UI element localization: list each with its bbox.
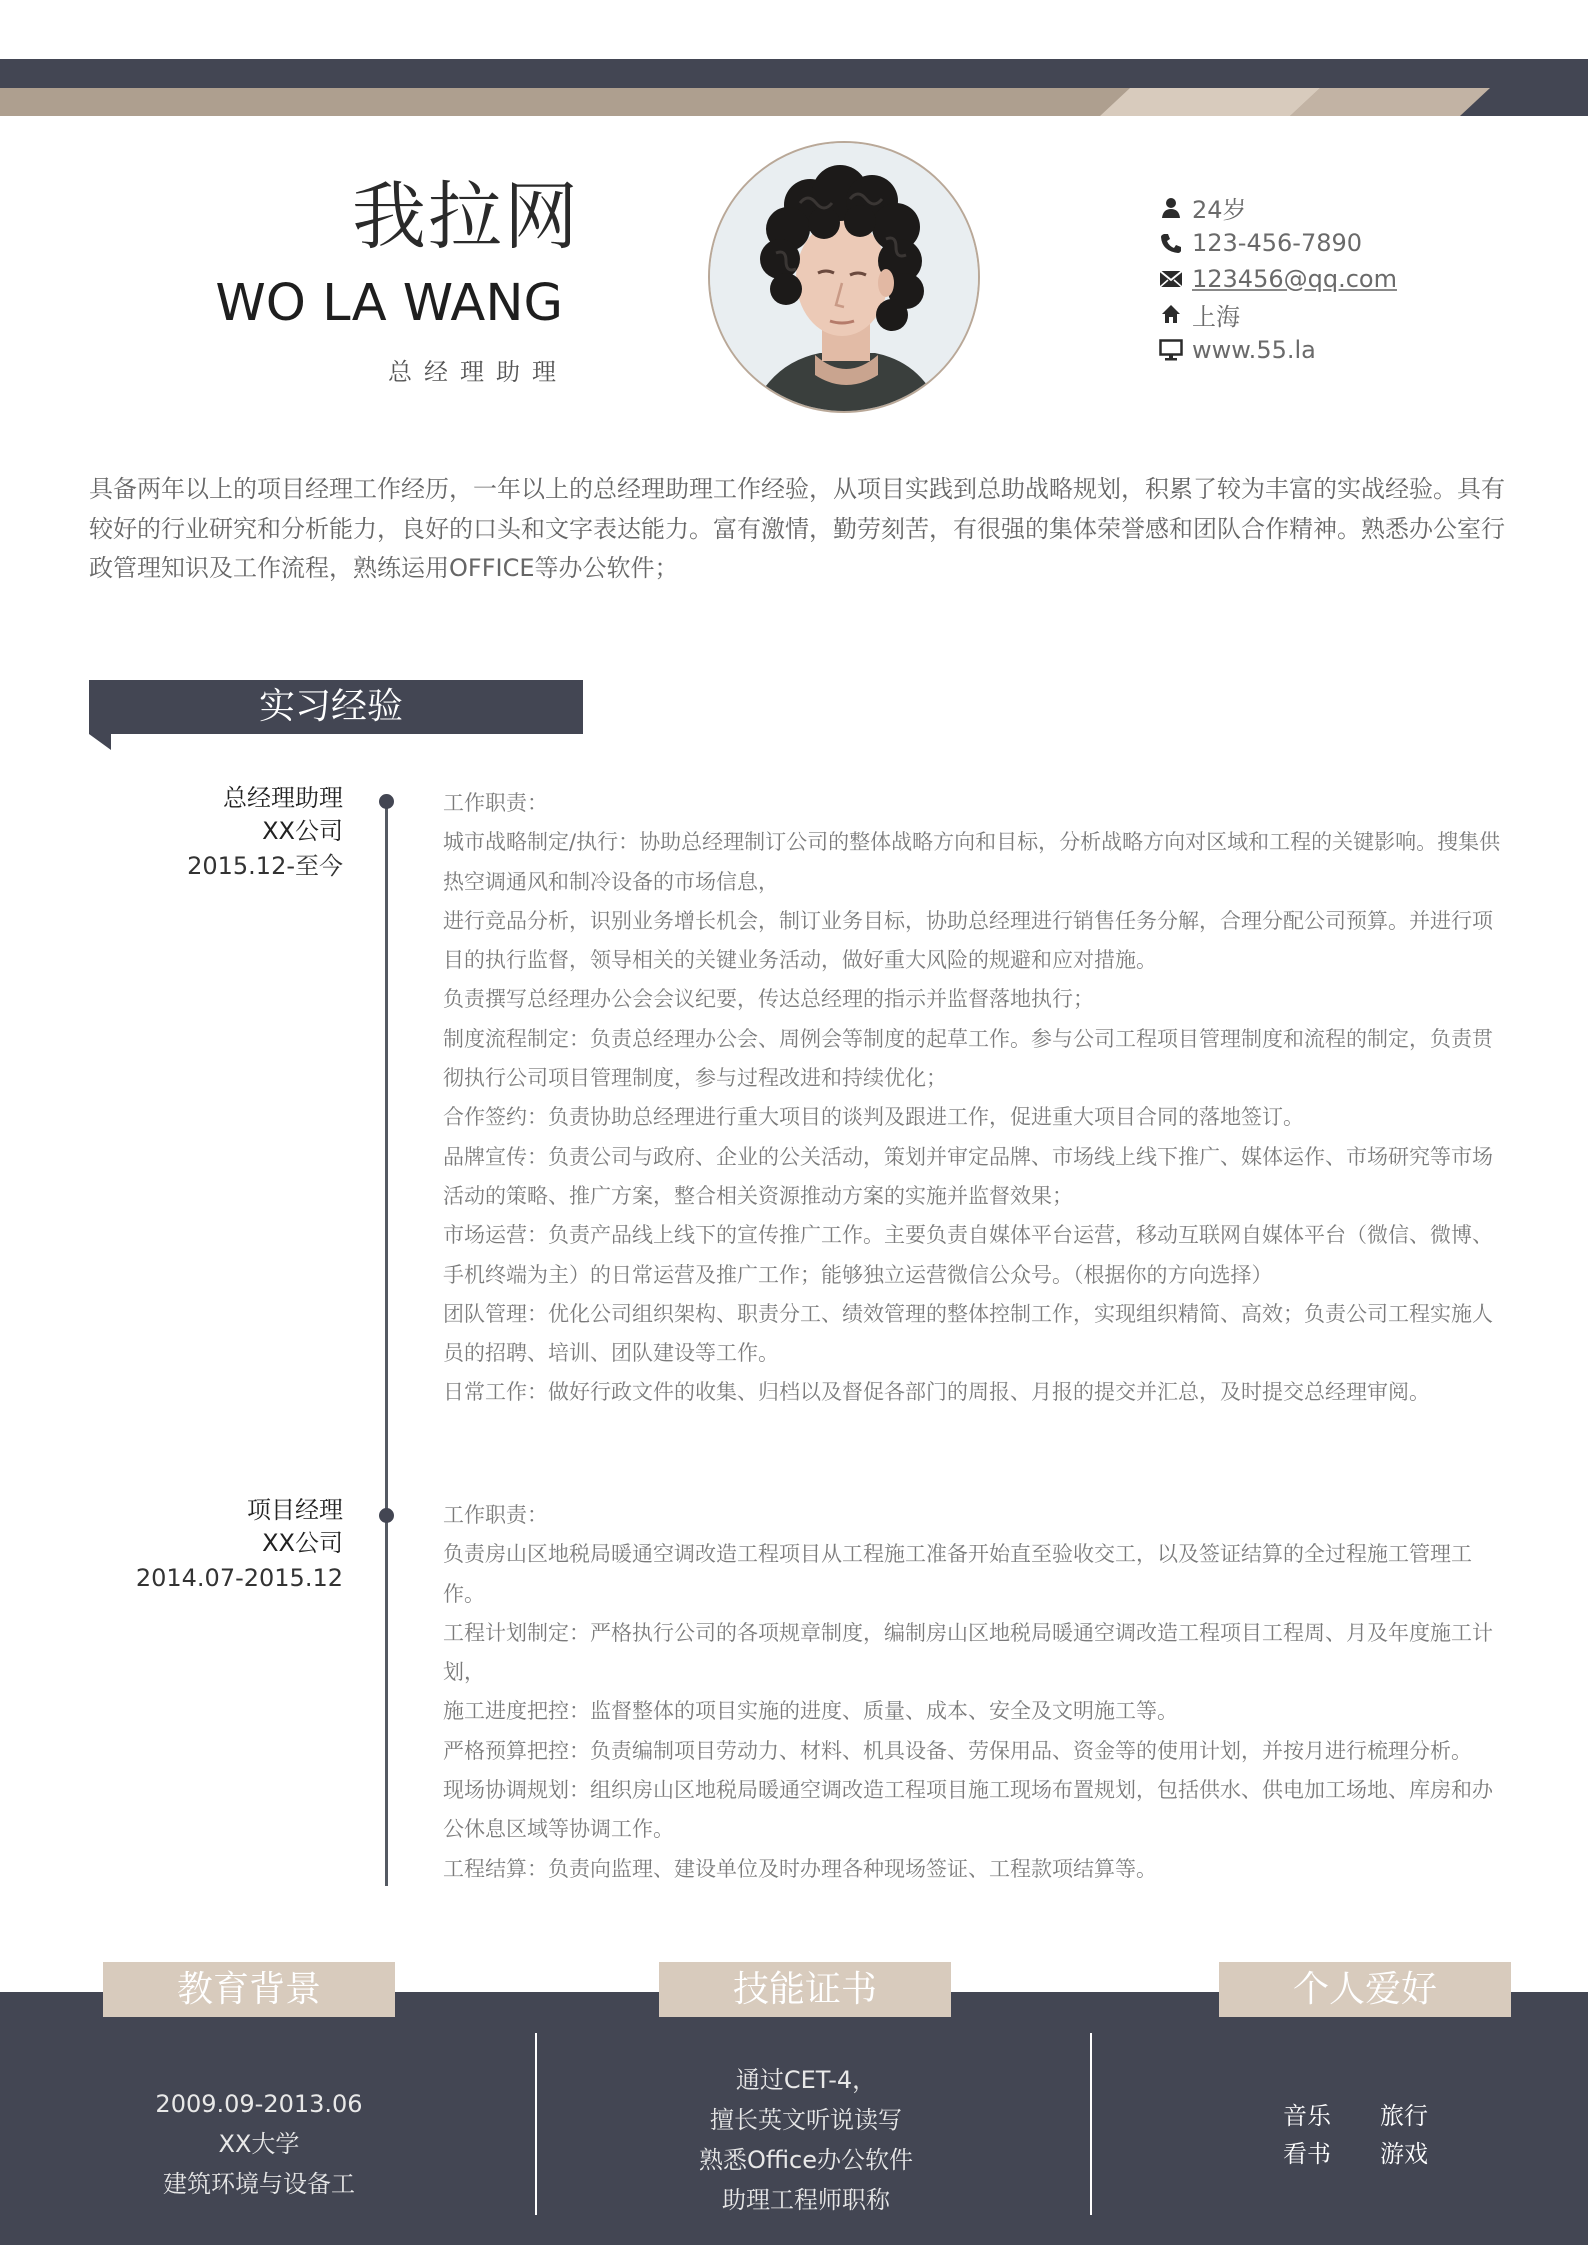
experience-description — [443, 784, 1509, 1413]
duty-line: 工程结算：负责向监理、建设单位及时办理各种现场签证、工程款项结算等。 — [443, 1856, 1157, 1881]
name-chinese: 我拉网 — [352, 174, 580, 260]
duty-line: 严格预算把控：负责编制项目劳动力、材料、机具设备、劳保用品、资金等的使用计划，并按月进行梳理分析。 — [443, 1738, 1472, 1763]
skills-list — [656, 2060, 956, 2220]
duty-line: 负责房山区地税局暖通空调改造工程项目从工程施工准备开始直至验收交工，以及签证结算的全过程施工管理工作。 — [443, 1542, 1472, 1606]
timeline-dot — [379, 794, 394, 809]
contact-list — [1158, 190, 1397, 368]
education-major: 建筑环境与设备工 — [163, 2170, 355, 2198]
education-details — [130, 2084, 388, 2204]
contact-age-text: 24岁 — [1192, 196, 1247, 225]
contact-website-text[interactable]: www.55.la — [1192, 335, 1316, 364]
experience-date: 2015.12-至今 — [187, 852, 343, 880]
contact-phone-text[interactable]: 123-456-7890 — [1192, 229, 1363, 258]
duty-line: 品牌宣传：负责公司与政府、企业的公关活动，策划并审定品牌、市场线上线下推广、媒体运作、市场研究等市场活动的策略、推广方案，整合相关资源推动方案的实施并监督效果； — [443, 1144, 1493, 1208]
experience-role: 项目经理 — [247, 1496, 343, 1524]
experience-heading-label: 实习经验 — [258, 686, 403, 727]
duty-line: 团队管理：优化公司组织架构、职责分工、绩效管理的整体控制工作，实现组织精简、高效；负责公司工程实施人员的招聘、培训、团队建设等工作。 — [443, 1301, 1493, 1366]
home-icon — [1158, 301, 1184, 327]
name-english: WO LA WANG — [215, 274, 563, 333]
hobby-item: 看书 — [1283, 2140, 1331, 2168]
profile-summary: 具备两年以上的项目经理工作经历，一年以上的总经理助理工作经验，从项目实践到总助战略规划，积累了较为丰富的实战经验。具有较好的行业研究和分析能力，良好的口头和文字表达能力。富有激情，勤劳刻苦，有很强的集体荣誉感和团队合作精神。熟悉办公室行政管理知识及工作流程，熟练运用OFFICE等办公软件； — [89, 475, 1505, 582]
contact-phone — [1158, 226, 1397, 262]
duty-line: 工作职责： — [443, 1503, 548, 1527]
monitor-icon — [1158, 337, 1184, 363]
person-icon — [1158, 195, 1184, 221]
mail-icon — [1158, 266, 1184, 292]
education-school: XX大学 — [218, 2130, 300, 2158]
contact-age — [1158, 190, 1397, 226]
skill-item: 通过CET-4， — [735, 2066, 877, 2094]
job-title: 总经理助理 — [388, 358, 568, 386]
hobby-item: 游戏 — [1380, 2140, 1428, 2168]
column-divider — [1090, 2033, 1092, 2215]
education-heading: 教育背景 — [103, 1962, 395, 2017]
duty-line: 合作签约：负责协助总经理进行重大项目的谈判及跟进工作，促进重大项目合同的落地签订。 — [443, 1105, 1304, 1130]
duty-line: 负责撰写总经理办公会会议纪要，传达总经理的指示并监督落地执行； — [443, 987, 1094, 1012]
duty-line: 制度流程制定：负责总经理办公会、周例会等制度的起草工作。参与公司工程项目管理制度和流程的制定，负责贯彻执行公司项目管理制度，参与过程改进和持续优化； — [443, 1026, 1493, 1091]
experience-description — [443, 1496, 1509, 1889]
contact-location — [1158, 297, 1397, 333]
contact-location-text: 上海 — [1192, 302, 1240, 331]
duty-line: 施工进度把控：监督整体的项目实施的进度、质量、成本、安全及文明施工等。 — [443, 1699, 1178, 1724]
education-date: 2009.09-2013.06 — [155, 2090, 363, 2118]
experience-role: 总经理助理 — [223, 784, 343, 812]
duty-line: 进行竞品分析，识别业务增长机会，制订业务目标，协助总经理进行销售任务分解，合理分配公司预算。并进行项目的执行监督，领导相关的关键业务活动，做好重大风险的规避和应对措施。 — [443, 908, 1493, 973]
skills-heading: 技能证书 — [659, 1962, 951, 2017]
duty-line: 城市战略制定/执行：协助总经理制订公司的整体战略方向和目标，分析战略方向对区域和工程的关键影响。搜集供热空调通风和制冷设备的市场信息， — [443, 830, 1501, 894]
skill-item: 擅长英文听说读写 — [710, 2106, 902, 2134]
hobbies-heading: 个人爱好 — [1219, 1962, 1511, 2017]
column-divider — [535, 2033, 537, 2215]
duty-line: 日常工作：做好行政文件的收集、归档以及督促各部门的周报、月报的提交并汇总，及时提交总经理审阅。 — [443, 1380, 1430, 1405]
duty-line: 工作职责： — [443, 791, 548, 815]
experience-meta — [187, 782, 343, 884]
timeline-line — [385, 798, 388, 1886]
duty-line: 市场运营：负责产品线上线下的宣传推广工作。主要负责自媒体平台运营，移动互联网自媒体平台（微信、微博、手机终端为主）的日常运营及推广工作；能够独立运营微信公众号。（根据你的方向选择） — [443, 1223, 1493, 1287]
contact-email-link[interactable]: 123456@qq.com — [1192, 264, 1397, 293]
contact-website — [1158, 332, 1397, 368]
phone-icon — [1158, 230, 1184, 256]
top-decorative-band — [0, 59, 1588, 116]
contact-email — [1158, 261, 1397, 297]
avatar — [708, 141, 980, 413]
skill-item: 熟悉Office办公软件 — [698, 2146, 914, 2174]
timeline-dot — [379, 1508, 394, 1523]
experience-date: 2014.07-2015.12 — [135, 1564, 343, 1592]
experience-company: XX公司 — [262, 817, 343, 845]
heading-fold-decoration — [89, 734, 111, 750]
duty-line: 工程计划制定：严格执行公司的各项规章制度，编制房山区地税局暖通空调改造工程项目工程周、月及年度施工计划， — [443, 1620, 1493, 1685]
hobby-item: 旅行 — [1380, 2102, 1428, 2130]
skill-item: 助理工程师职称 — [722, 2186, 890, 2214]
experience-meta — [136, 1494, 343, 1596]
duty-line: 现场协调规划：组织房山区地税局暖通空调改造工程项目施工现场布置规划，包括供水、供电加工场地、库房和办公休息区域等协调工作。 — [443, 1778, 1493, 1842]
hobby-item: 音乐 — [1283, 2102, 1331, 2130]
experience-company: XX公司 — [262, 1529, 343, 1557]
experience-section-heading — [89, 680, 583, 734]
